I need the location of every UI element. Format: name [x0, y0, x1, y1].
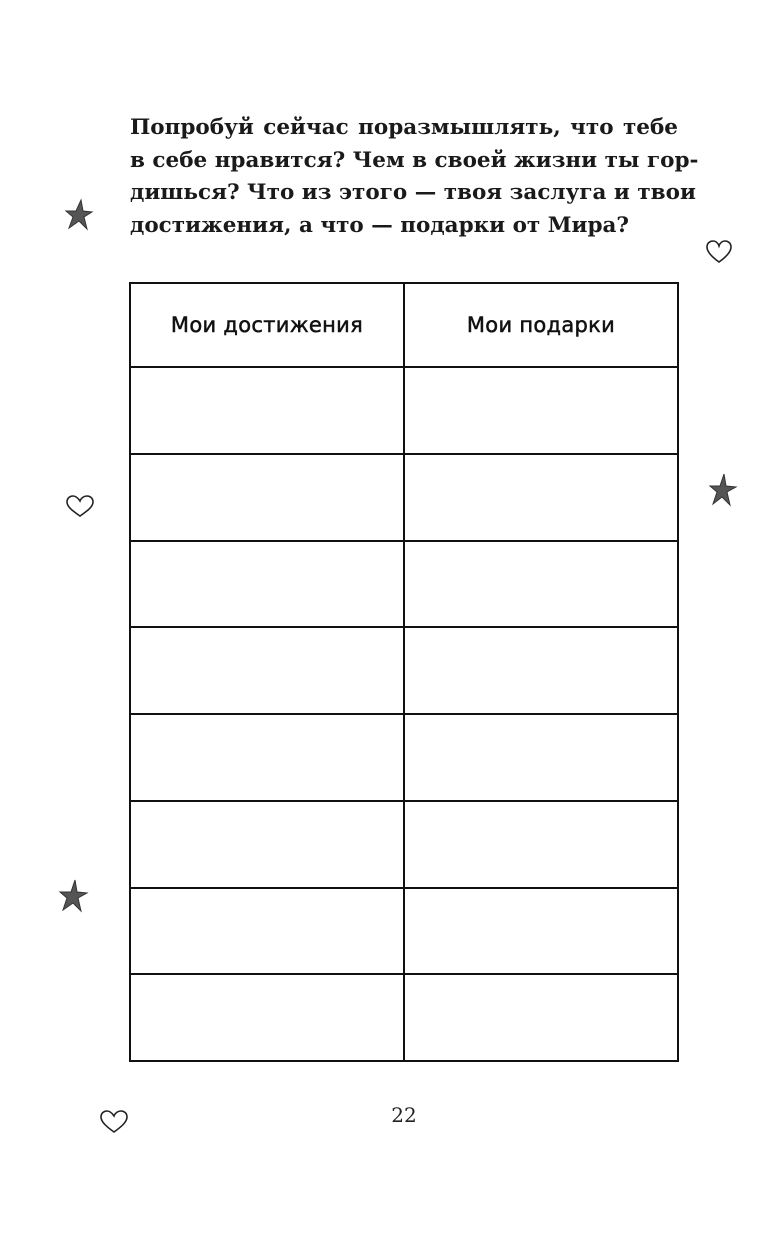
- table-row: [130, 454, 678, 541]
- achievement-cell[interactable]: [130, 627, 404, 714]
- achievement-cell[interactable]: [130, 367, 404, 454]
- achievement-cell[interactable]: [130, 541, 404, 628]
- star-icon: [708, 472, 738, 508]
- gift-cell[interactable]: [404, 801, 678, 888]
- gift-cell[interactable]: [404, 541, 678, 628]
- gift-cell[interactable]: [404, 888, 678, 975]
- header-gifts: Мои подарки: [404, 283, 678, 367]
- table-row: [130, 541, 678, 628]
- gift-cell[interactable]: [404, 714, 678, 801]
- achievements-gifts-table: [129, 282, 679, 1062]
- table-row: [130, 974, 678, 1061]
- page-number: 22: [391, 1103, 417, 1127]
- star-icon: [64, 198, 94, 232]
- heart-icon: [704, 238, 734, 266]
- gift-cell[interactable]: [404, 627, 678, 714]
- achievement-cell[interactable]: [130, 454, 404, 541]
- achievement-cell[interactable]: [130, 714, 404, 801]
- gift-cell[interactable]: [404, 367, 678, 454]
- achievement-cell[interactable]: [130, 801, 404, 888]
- achievement-cell[interactable]: [130, 974, 404, 1061]
- table-row: [130, 714, 678, 801]
- gift-cell[interactable]: [404, 454, 678, 541]
- prompt-line: достижения, а что — подарки от Мира?: [130, 212, 630, 238]
- table-row: [130, 367, 678, 454]
- reflection-prompt: [130, 112, 699, 242]
- table-row: [130, 627, 678, 714]
- heart-icon: [64, 492, 96, 520]
- star-icon: [58, 878, 90, 914]
- prompt-line: Попробуй сейчас поразмышлять, что тебе: [130, 115, 678, 140]
- prompt-line: в себе нравится? Чем в своей жизни ты гор-: [130, 147, 699, 173]
- prompt-line: дишься? Что из этого — твоя заслуга и твои: [130, 180, 696, 205]
- table-row: [130, 888, 678, 975]
- header-achievements: Мои достижения: [130, 283, 404, 367]
- table-header-row: [130, 283, 678, 367]
- table-row: [130, 801, 678, 888]
- gift-cell[interactable]: [404, 974, 678, 1061]
- achievement-cell[interactable]: [130, 888, 404, 975]
